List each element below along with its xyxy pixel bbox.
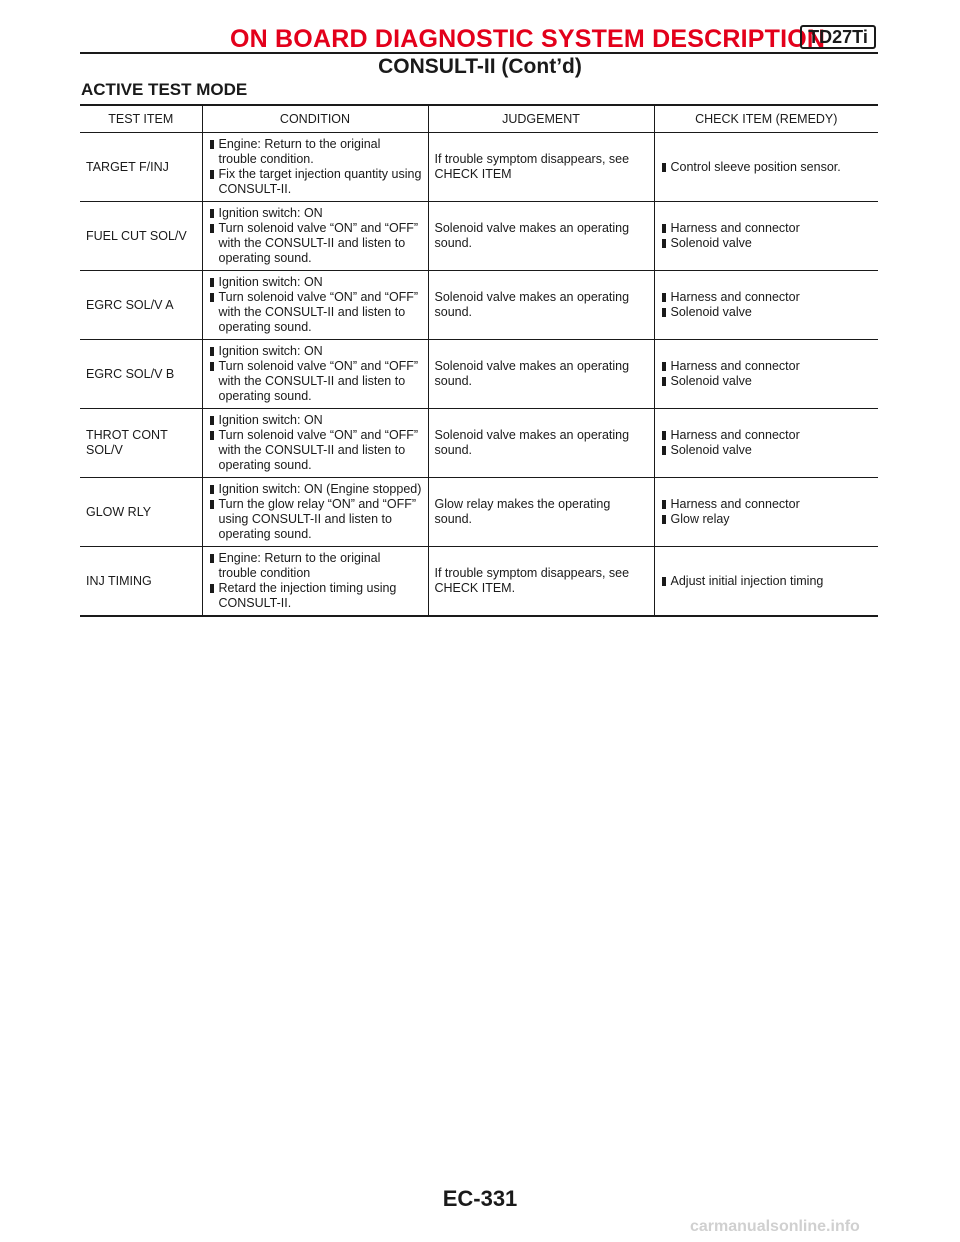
condition-bullet: Retard the injection timing using CONSULT-II. <box>209 581 422 611</box>
condition-bullet: Turn the glow relay “ON” and “OFF” using CONSULT-II and listen to operating sound. <box>209 497 422 542</box>
test-item-cell: EGRC SOL/V A <box>80 271 202 340</box>
condition-bullet: Ignition switch: ON <box>209 344 422 359</box>
table-row <box>80 547 878 617</box>
check-item-cell <box>654 271 878 340</box>
column-header-test-item: TEST ITEM <box>80 105 202 133</box>
check-item-cell <box>654 133 878 202</box>
condition-bullet: Turn solenoid valve “ON” and “OFF” with the CONSULT-II and listen to operating sound. <box>209 290 422 335</box>
judgement-cell: Solenoid valve makes an operating sound. <box>428 409 654 478</box>
model-badge: TD27Ti <box>800 25 876 49</box>
check-item-bullet: Adjust initial injection timing <box>661 574 873 589</box>
table-row <box>80 133 878 202</box>
condition-bullet: Fix the target injection quantity using CONSULT-II. <box>209 167 422 197</box>
check-item-bullet: Harness and connector <box>661 221 873 236</box>
column-header-check-item: CHECK ITEM (REMEDY) <box>654 105 878 133</box>
check-item-bullet: Harness and connector <box>661 428 873 443</box>
condition-bullet: Engine: Return to the original trouble condition <box>209 551 422 581</box>
page-number: EC-331 <box>442 1186 518 1211</box>
condition-bullet: Ignition switch: ON <box>209 275 422 290</box>
check-item-bullet: Solenoid valve <box>661 374 873 389</box>
check-item-bullet: Solenoid valve <box>661 443 873 458</box>
condition-cell <box>202 409 428 478</box>
condition-cell <box>202 271 428 340</box>
test-item-cell: GLOW RLY <box>80 478 202 547</box>
section-title: ACTIVE TEST MODE <box>81 80 248 99</box>
test-item-cell: TARGET F/INJ <box>80 133 202 202</box>
check-item-bullet: Control sleeve position sensor. <box>661 160 873 175</box>
judgement-cell: Solenoid valve makes an operating sound. <box>428 271 654 340</box>
table-row <box>80 202 878 271</box>
judgement-cell: Glow relay makes the operating sound. <box>428 478 654 547</box>
condition-cell <box>202 547 428 617</box>
table-header-row <box>80 105 878 133</box>
judgement-cell: If trouble symptom disappears, see CHECK ITEM. <box>428 547 654 617</box>
page-header-title: ON BOARD DIAGNOSTIC SYSTEM DESCRIPTION <box>230 25 826 53</box>
check-item-bullet: Harness and connector <box>661 497 873 512</box>
judgement-cell: Solenoid valve makes an operating sound. <box>428 202 654 271</box>
check-item-bullet: Harness and connector <box>661 290 873 305</box>
check-item-cell <box>654 409 878 478</box>
test-item-cell: THROT CONT SOL/V <box>80 409 202 478</box>
watermark: carmanualsonline.info <box>690 1218 860 1235</box>
header-divider <box>80 52 878 54</box>
condition-bullet: Turn solenoid valve “ON” and “OFF” with the CONSULT-II and listen to operating sound. <box>209 359 422 404</box>
judgement-cell: Solenoid valve makes an operating sound. <box>428 340 654 409</box>
condition-bullet: Ignition switch: ON <box>209 413 422 428</box>
test-item-cell: INJ TIMING <box>80 547 202 617</box>
check-item-cell <box>654 478 878 547</box>
test-item-cell: EGRC SOL/V B <box>80 340 202 409</box>
active-test-table <box>80 104 878 617</box>
column-header-judgement: JUDGEMENT <box>428 105 654 133</box>
check-item-cell <box>654 547 878 617</box>
condition-bullet: Ignition switch: ON <box>209 206 422 221</box>
table-row <box>80 478 878 547</box>
condition-bullet: Ignition switch: ON (Engine stopped) <box>209 482 422 497</box>
check-item-bullet: Glow relay <box>661 512 873 527</box>
table-row <box>80 271 878 340</box>
check-item-cell <box>654 202 878 271</box>
column-header-condition: CONDITION <box>202 105 428 133</box>
condition-cell <box>202 202 428 271</box>
condition-bullet: Turn solenoid valve “ON” and “OFF” with the CONSULT-II and listen to operating sound. <box>209 221 422 266</box>
check-item-bullet: Harness and connector <box>661 359 873 374</box>
condition-bullet: Engine: Return to the original trouble condition. <box>209 137 422 167</box>
judgement-cell: If trouble symptom disappears, see CHECK ITEM <box>428 133 654 202</box>
table-row <box>80 409 878 478</box>
condition-bullet: Turn solenoid valve “ON” and “OFF” with the CONSULT-II and listen to operating sound. <box>209 428 422 473</box>
test-item-cell: FUEL CUT SOL/V <box>80 202 202 271</box>
check-item-cell <box>654 340 878 409</box>
condition-cell <box>202 478 428 547</box>
page-subtitle: CONSULT-II (Cont’d) <box>378 55 582 78</box>
table-row <box>80 340 878 409</box>
check-item-bullet: Solenoid valve <box>661 305 873 320</box>
check-item-bullet: Solenoid valve <box>661 236 873 251</box>
condition-cell <box>202 133 428 202</box>
condition-cell <box>202 340 428 409</box>
